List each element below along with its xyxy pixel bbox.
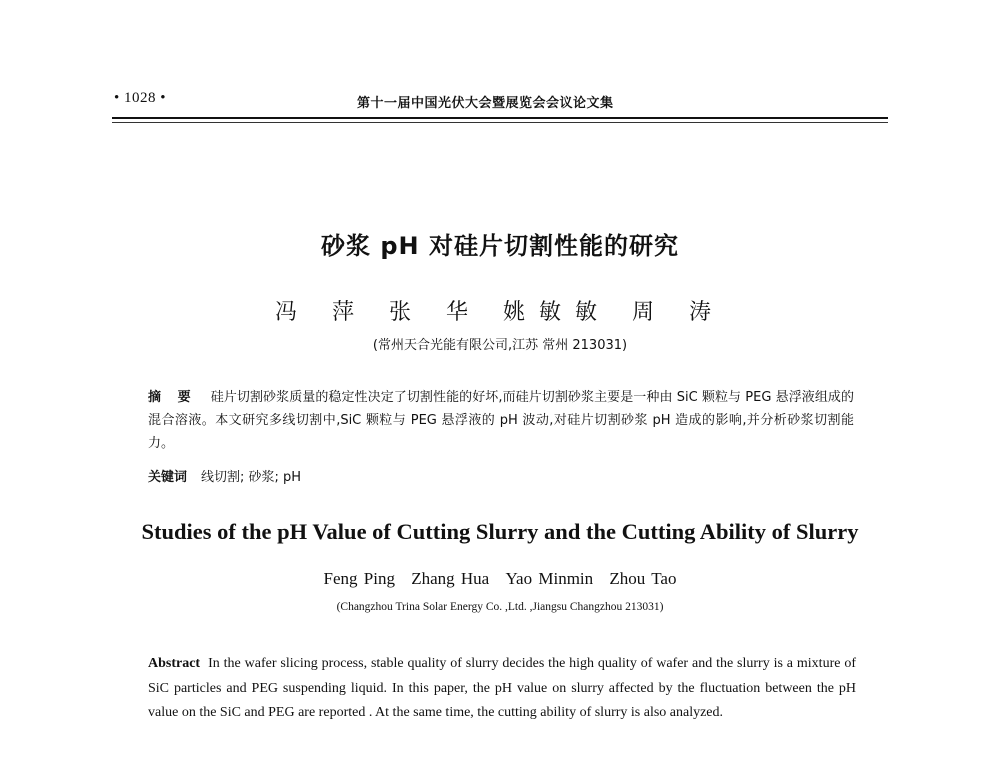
header-rule-thin [112, 122, 888, 123]
abstract-label-chinese: 摘 要 [148, 390, 197, 405]
affiliation-english: (Changzhou Trina Solar Energy Co. ,Ltd. ,Jiangsu Changzhou 213031) [336, 601, 664, 613]
title-chinese: 砂浆 pH 对硅片切割性能的研究 [321, 232, 679, 260]
keywords-label-chinese: 关键词 [148, 470, 188, 485]
authors-english [0, 569, 1000, 589]
authors-chinese [0, 295, 1000, 326]
author-zh-1: 冯 萍 [274, 300, 368, 325]
author-en-2: Zhang Hua [411, 569, 490, 588]
author-en-4: Zhou Tao [609, 569, 677, 588]
abstract-label-english: Abstract [148, 656, 201, 671]
abstract-text-chinese: 硅片切割砂浆质量的稳定性决定了切割性能的好坏,而硅片切割砂浆主要是一种由 SiC 颗粒与 PEG 悬浮液组成的混合溶液。本文研究多线切割中,SiC 颗粒与 PEG 悬浮液的 pH 波动,对硅片切割砂浆 pH 造成的影响,并分析砂浆切割能力。 [148, 390, 854, 451]
keywords-chinese [148, 466, 301, 485]
abstract-english [148, 652, 856, 726]
author-zh-3: 姚敏敏 [502, 300, 611, 325]
page-number: • 1028 • [114, 90, 167, 106]
author-zh-2: 张 华 [388, 300, 482, 325]
abstract-chinese [148, 386, 854, 455]
author-en-1: Feng Ping [323, 569, 395, 588]
running-title: 第十一届中国光伏大会暨展览会会议论文集 [357, 96, 614, 111]
author-en-3: Yao Minmin [505, 569, 594, 588]
abstract-text-english: In the wafer slicing process, stable quality of slurry decides the high quality of wafer and the slurry is a mixture of SiC particles and PEG suspending liquid. In this paper, the pH value on slurry affected by the fluctuation between the pH value on the SiC and PEG are reported . At the same time, the cutting ability of slurry is also analyzed. [148, 656, 856, 720]
keywords-text-chinese: 线切割; 砂浆; pH [201, 470, 302, 485]
title-english: Studies of the pH Value of Cutting Slurry and the Cutting Ability of Slurry [141, 519, 859, 544]
header-rule-thick [112, 117, 888, 119]
affiliation-chinese: (常州天合光能有限公司,江苏 常州 213031) [372, 338, 628, 353]
author-zh-4: 周 涛 [632, 300, 725, 325]
